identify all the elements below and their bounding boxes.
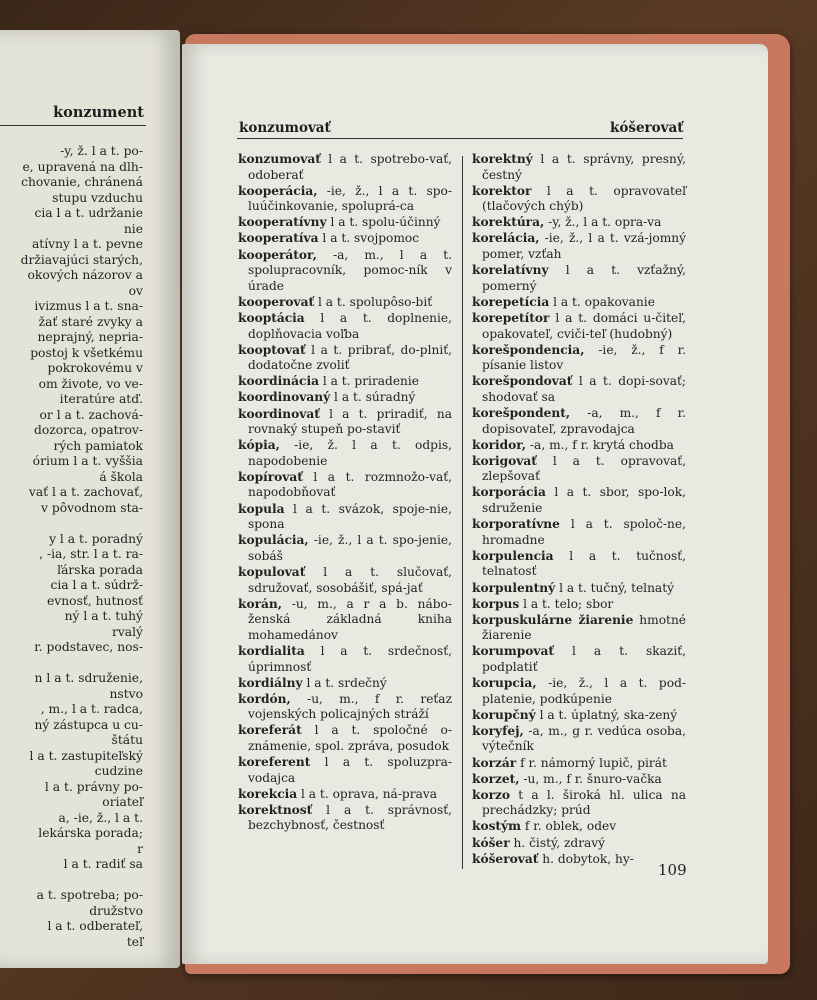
column-divider (462, 156, 463, 869)
entry-definition: l a t. srdečnosť, úprimnosť (248, 643, 452, 674)
entry-headword: korigovať (472, 453, 537, 468)
dictionary-entry (238, 390, 452, 406)
entry-definition: l a t. spoločné o-známenie, spol. zpráva, posudok (248, 723, 452, 753)
entry-headword: koordinovaný (238, 390, 331, 405)
entry-headword: kooperácia, (238, 183, 318, 198)
entry-definition: -u, m., f r. šnuro-vačka (519, 771, 662, 786)
dictionary-entry (238, 502, 452, 533)
entry-headword: korán, (238, 596, 282, 611)
left-page-line: družstvo (89, 903, 143, 918)
entry-headword: korekcia (238, 786, 298, 801)
entry-definition: -a, m., l a t. spolupracovník, pomoc-ník v úrade (248, 247, 452, 293)
entry-definition: -ie, ž., l a t. spo-jenie, sobáš (248, 533, 452, 563)
entry-definition: f r. oblek, odev (521, 819, 617, 834)
dictionary-entry (238, 407, 452, 438)
dictionary-entry (472, 215, 686, 231)
left-page-line: držiavajúci starých, (20, 252, 143, 267)
entry-definition: -u, m., a r a b. nábo-ženská základná kniha mohamedánov (248, 596, 452, 642)
left-page-line: or l a t. zachová- (39, 407, 143, 422)
entry-headword: koordinovať (238, 406, 320, 421)
left-page-line (0, 873, 143, 889)
left-page-line: teľ (126, 934, 143, 949)
left-page-line: nstvo (109, 686, 143, 701)
right-page-header-left: konzumovať (239, 120, 331, 136)
entry-headword: korepetítor (472, 310, 550, 325)
dictionary-entry (472, 311, 686, 342)
left-page-line: stupu vzduchu (52, 190, 143, 205)
right-page (182, 44, 768, 964)
entry-definition: -ie, ž. l a t. odpis, napodobenie (248, 438, 452, 468)
entry-definition: t a l. široká hl. ulica na prechádzky; prúd (482, 787, 686, 818)
entry-headword: korektor (472, 183, 532, 198)
left-page-line: l a t. odberateľ, (47, 919, 143, 933)
entry-headword: kostým (472, 819, 522, 834)
entry-headword: korupcia, (472, 676, 537, 691)
left-page-line: cia l a t. súdrž- (50, 578, 143, 592)
entry-headword: kopula (238, 501, 285, 516)
entry-headword: kordialita (238, 643, 305, 658)
entry-headword: korešpondent, (472, 406, 571, 420)
entry-definition: l a t. vzťažný, pomerný (482, 263, 686, 293)
entry-definition: -ie, ž., l a t. vzá-jomný pomer, vzťah (482, 231, 686, 262)
dictionary-entry (238, 644, 452, 675)
entry-definition: l a t. správny, presný, čestný (482, 152, 686, 182)
entry-headword: korpus (472, 596, 520, 611)
left-page-line: chovanie, chránená (21, 175, 143, 189)
dictionary-entry (472, 724, 686, 755)
dictionary-entry (472, 152, 686, 183)
entry-headword: kopulovať (238, 564, 306, 579)
dictionary-entry (238, 231, 452, 247)
entry-definition: l a t. sbor, spo-lok, sdruženie (482, 485, 686, 516)
entry-definition: l a t. priradiť, na rovnaký stupeň po-staviť (248, 406, 452, 437)
entry-headword: kooperatíva (238, 231, 319, 246)
entry-definition: l a t. úplatný, ska-zený (535, 707, 678, 722)
entry-definition: l a t. opravovateľ (tlačových chýb) (482, 183, 686, 214)
dictionary-entry (472, 374, 686, 405)
left-page-line: , m., l a t. radca, (40, 702, 143, 716)
entry-definition: l a t. doplnenie, doplňovacia voľba (248, 310, 452, 341)
entry-definition: l a t. tučný, telnatý (555, 580, 674, 595)
entry-definition: l a t. spolu-účinný (326, 215, 441, 230)
entry-headword: koreferát (238, 723, 302, 738)
left-page-line: oriateľ (102, 795, 143, 809)
dictionary-entry (472, 438, 686, 454)
entry-headword: kooperovať (238, 294, 315, 309)
dictionary-entry (238, 723, 452, 754)
dictionary-entry (238, 311, 452, 342)
left-page-line: ov (128, 283, 143, 298)
left-page-line: neprajný, nepria- (37, 330, 143, 344)
entry-headword: kopírovať (238, 469, 303, 484)
left-page-line: ný l a t. tuhý (64, 609, 143, 623)
dictionary-entry (472, 263, 686, 294)
dictionary-entry (472, 852, 686, 868)
left-page-line: rvalý (111, 624, 143, 639)
entry-headword: korešpondencia, (472, 342, 585, 357)
left-page-line: atívny l a t. pevne (31, 237, 143, 251)
entry-headword: kooperatívny (238, 215, 327, 230)
dictionary-entry (238, 676, 452, 692)
left-page-line: rých pamiatok (53, 438, 143, 453)
left-page-line: postoj k všetkému (30, 345, 143, 360)
dictionary-entry (472, 597, 686, 613)
entry-definition: l a t. súradný (330, 390, 416, 405)
left-page-line: órium l a t. vyššia (32, 454, 143, 468)
left-page-line: cia l a t. udržanie (34, 206, 143, 220)
entry-definition: l a t. spolupôso-biť (314, 294, 433, 309)
entry-headword: korzár (472, 755, 517, 770)
left-page-line: l a t. radiť sa (63, 857, 143, 871)
dictionary-entry (472, 231, 686, 262)
entry-definition: -a, m., g r. vedúca osoba, výtečník (482, 723, 686, 754)
dictionary-entry (238, 787, 452, 803)
dictionary-entry (238, 374, 452, 390)
entry-definition: l a t. svázok, spoje-nie, spona (248, 501, 452, 532)
entry-headword: korporácia (472, 485, 546, 500)
entry-definition: -ie, ž., l a t. spo-luúčinkovanie, spoluprá-ca (248, 183, 452, 214)
entry-headword: korpuskulárne žiarenie (472, 612, 634, 627)
left-page-line: ný zástupca u cu- (34, 717, 143, 732)
left-header-rule (0, 125, 146, 126)
dictionary-entry (472, 676, 686, 707)
dictionary-entry (472, 756, 686, 772)
dictionary-entry (238, 597, 452, 644)
entry-headword: korelácia, (472, 231, 540, 246)
entry-headword: korpulentný (472, 580, 556, 595)
entry-definition: l a t. oprava, ná-prava (297, 786, 437, 801)
entry-headword: konzumovať (238, 152, 321, 166)
entry-definition: l a t. srdečný (302, 675, 387, 690)
entry-headword: korpulencia (472, 548, 554, 563)
left-page-line: r. podstavec, nos- (34, 640, 143, 654)
left-page-line: ivizmus l a t. sna- (34, 299, 143, 313)
dictionary-entry (472, 485, 686, 516)
entry-headword: korzo (472, 787, 511, 802)
entry-headword: korektný (472, 152, 533, 166)
entry-headword: korektúra, (472, 215, 545, 230)
dictionary-entry (238, 295, 452, 311)
entry-headword: kóšer (472, 835, 510, 850)
dictionary-entry (472, 836, 686, 852)
left-page-line: l a t. zastupiteľský (29, 748, 143, 763)
entry-definition: l a t. slučovať, sdružovať, sosobášiť, spá-jať (248, 564, 452, 595)
left-page-line: l a t. právny po- (44, 779, 143, 794)
entry-headword: kóšerovať (472, 851, 539, 866)
entry-headword: kooptovať (238, 342, 306, 357)
entry-definition: -a, m., f r. dopisovateľ, zpravodajca (482, 406, 686, 436)
left-page-line: ľárska porada (57, 562, 143, 577)
dictionary-entry (238, 184, 452, 215)
dictionary-entry (238, 215, 452, 231)
entry-definition: l a t. pribrať, do-plniť, dodatočne zvoliť (248, 342, 452, 373)
left-page-line: pokrokovému v (47, 361, 143, 375)
entry-headword: korektnosť (238, 802, 313, 817)
entry-headword: kordiálny (238, 675, 303, 690)
entry-headword: kordón, (238, 691, 291, 706)
dictionary-entry (238, 692, 452, 723)
entry-definition: l a t. spoloč-ne, hromadne (482, 517, 686, 547)
entry-headword: koryfej, (472, 723, 524, 738)
left-page-line: vať l a t. zachovať, (28, 485, 143, 499)
left-page-line (0, 516, 143, 532)
entry-definition: l a t. skaziť, podplatiť (482, 644, 686, 674)
dictionary-entry (238, 438, 452, 469)
left-page (0, 30, 180, 968)
left-page-line: v pôvodnom sta- (41, 500, 143, 515)
dictionary-entry (472, 644, 686, 675)
left-page-line: e, upravená na dlh- (22, 159, 143, 174)
left-page-line: , -ia, str. l a t. ra- (39, 547, 143, 561)
entry-headword: korelatívny (472, 263, 549, 278)
entry-definition: l a t. rozmnožo-vať, napodobňovať (248, 469, 452, 500)
entry-definition: l a t. správnosť, bezchybnosť, čestnosť (248, 802, 452, 833)
left-page-line: dozorca, opatrov- (33, 423, 143, 437)
left-page-line: á škola (99, 469, 143, 484)
entry-definition: -u, m., f r. reťaz vojenských policajných stráží (248, 691, 452, 722)
dictionary-entry (472, 517, 686, 548)
left-page-line: cudzine (94, 764, 143, 778)
dictionary-entry (238, 533, 452, 564)
entry-definition: -ie, ž., l a t. pod-platenie, podkúpenie (482, 676, 686, 706)
entry-definition: l a t. domáci u-čiteľ, opakovateľ, cviči-teľ (hudobný) (482, 310, 686, 341)
entry-definition: -a, m., f r. krytá chodba (526, 437, 674, 452)
entry-definition: l a t. opakovanie (549, 294, 655, 309)
left-page-text (0, 144, 143, 950)
left-page-line: iteratúre atď. (59, 392, 143, 406)
entry-headword: korumpovať (472, 644, 555, 659)
entry-headword: korupčný (472, 707, 536, 722)
dictionary-entry (238, 565, 452, 596)
entry-definition: l a t. spoluzpra-vodajca (248, 755, 452, 785)
entry-definition: -ie, ž., f r. písanie listov (482, 342, 686, 373)
dictionary-entry (472, 343, 686, 374)
entry-headword: kooperátor, (238, 247, 317, 262)
left-page-line: r (137, 841, 143, 856)
dictionary-entry (472, 454, 686, 485)
dictionary-entry (472, 819, 686, 835)
left-page-line: nie (123, 221, 143, 236)
left-page-line: a, -ie, ž., l a t. (58, 810, 143, 825)
entry-headword: kooptácia (238, 310, 305, 325)
dictionary-entry (238, 248, 452, 295)
left-page-line (0, 656, 143, 672)
entry-definition: h. čistý, zdravý (509, 835, 606, 850)
entry-definition: h. dobytok, hy- (538, 851, 634, 866)
dictionary-entry (472, 613, 686, 644)
left-page-line: evnosť, hutnosť (47, 593, 143, 608)
left-page-line: žať staré zvyky a (38, 314, 143, 329)
entry-definition: f r. námorný lupič, pirát (516, 755, 667, 770)
entry-definition: l a t. spotrebo-vať, odoberať (248, 152, 452, 182)
left-page-line: om živote, vo ve- (38, 376, 143, 391)
left-page-line: štátu (111, 733, 143, 747)
page-number: 109 (658, 861, 687, 879)
dictionary-entry (238, 755, 452, 786)
dictionary-entry (472, 295, 686, 311)
dictionary-entry (472, 788, 686, 819)
left-page-line: okových názorov a (27, 268, 143, 282)
entry-headword: korešpondovať (472, 374, 573, 389)
entry-definition: l a t. tučnosť, telnatosť (482, 548, 686, 579)
dictionary-entry (472, 708, 686, 724)
entry-headword: kópia, (238, 438, 280, 453)
left-page-line: -y, ž. l a t. po- (60, 144, 143, 158)
left-page-line: lekárska porada; (38, 826, 143, 840)
entry-definition: -y, ž., l a t. opra-va (544, 215, 662, 230)
entry-headword: korzet, (472, 771, 520, 786)
left-page-line: y l a t. poradný (49, 531, 143, 546)
dictionary-entry (472, 772, 686, 788)
entry-headword: korporatívne (472, 517, 560, 532)
dictionary-entry (472, 549, 686, 580)
dictionary-entry (238, 343, 452, 374)
entry-definition: l a t. opravovať, zlepšovať (482, 453, 686, 484)
entry-headword: kopulácia, (238, 533, 309, 548)
dictionary-entry (472, 581, 686, 597)
entry-definition: hmotné žiarenie (482, 612, 687, 643)
dictionary-entry (238, 803, 452, 834)
right-header-rule (237, 138, 683, 139)
dictionary-entry (472, 184, 686, 215)
left-page-header: konzument (53, 104, 144, 121)
entry-headword: koordinácia (238, 374, 319, 389)
left-page-line: a t. spotreba; po- (36, 888, 143, 902)
entry-definition: l a t. priradenie (318, 374, 420, 389)
dictionary-column-1 (238, 152, 452, 835)
dictionary-column-2 (472, 152, 686, 868)
entry-headword: korepetícia (472, 294, 550, 309)
entry-definition: l a t. telo; sbor (519, 596, 614, 611)
dictionary-entry (472, 406, 686, 437)
left-page-line: n l a t. sdruženie, (34, 671, 143, 685)
entry-headword: koridor, (472, 437, 527, 452)
dictionary-entry (238, 152, 452, 183)
right-page-header-right: kóšerovať (610, 120, 684, 136)
entry-definition: l a t. dopi-sovať; shodovať sa (482, 374, 686, 404)
dictionary-entry (238, 470, 452, 501)
entry-definition: l a t. svojpomoc (318, 231, 420, 246)
entry-headword: koreferent (238, 755, 311, 770)
